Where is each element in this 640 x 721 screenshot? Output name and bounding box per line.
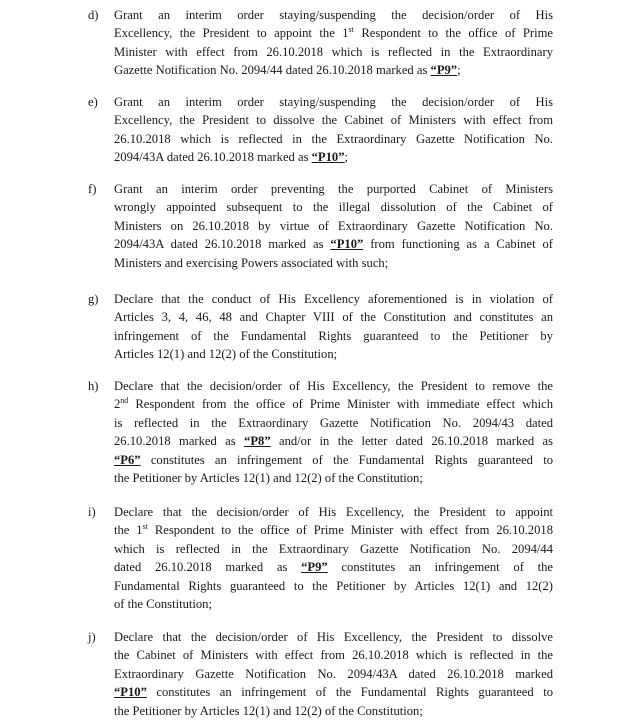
clause-line xyxy=(114,327,553,345)
clause-text: constitutes an infringement of the xyxy=(327,560,554,575)
clause-line xyxy=(114,702,553,720)
clause-text: which is reflected in the Extraordinary Gazette Notification No. 2094/44 xyxy=(114,541,553,556)
clause-line xyxy=(114,432,553,450)
clause-e xyxy=(88,93,553,167)
clause-letter: i) xyxy=(88,505,96,519)
clause-text: Articles 12(1) and 12(2) of the Constitution; xyxy=(114,347,338,362)
clause-line xyxy=(114,577,553,595)
clause-text: 2094/43A dated 26.10.2018 marked as xyxy=(114,237,331,252)
clause-letter: h) xyxy=(88,379,99,393)
clause-h xyxy=(88,377,553,487)
clause-line xyxy=(114,503,553,521)
clause-line xyxy=(114,217,553,235)
clause-text: Ministers on 26.10.2018 by virtue of Extraordinary Gazette Notification No. xyxy=(114,218,553,233)
clause-j xyxy=(88,628,553,720)
clause-line xyxy=(114,93,553,111)
clause-line xyxy=(114,540,553,558)
clause-text: 2 xyxy=(114,397,121,412)
clause-text: from functioning as a Cabinet of xyxy=(363,237,553,252)
clause-text: is reflected in the Extraordinary Gazette Notification No. 2094/43 dated xyxy=(114,415,553,430)
clause-text: Respondent to the office of Prime xyxy=(353,26,554,41)
clause-text: infringement of the Fundamental Rights guaranteed to the Petitioner by xyxy=(114,328,553,343)
clause-text: ; xyxy=(457,63,461,78)
clause-text: Grant an interim order preventing the purported Cabinet of Ministers xyxy=(114,182,553,196)
clause-line xyxy=(114,308,553,326)
clause-line xyxy=(114,469,553,487)
clause-text: Respondent from the office of Prime Minister with immediate effect which xyxy=(128,397,553,412)
clause-text: the 1 xyxy=(114,523,143,538)
clause-text: Extraordinary Gazette Notification No. 2094/43A dated 26.10.2018 marked xyxy=(114,666,553,681)
clause-text: Declare that the decision/order of His Excellency, the President to remove the xyxy=(114,379,553,393)
clause-line xyxy=(114,290,553,308)
exhibit-reference: “P10” xyxy=(330,237,364,252)
clause-line xyxy=(114,254,553,272)
clause-letter: f) xyxy=(88,182,97,196)
clause-text: Minister with effect from 26.10.2018 which is reflected in the Extraordinary xyxy=(114,44,553,59)
exhibit-reference: “P6” xyxy=(114,452,141,467)
clause-line xyxy=(114,180,553,198)
clause-line xyxy=(114,24,553,42)
clause-line xyxy=(114,198,553,216)
clause-line xyxy=(114,395,553,413)
clause-line xyxy=(114,683,553,701)
clause-line xyxy=(114,451,553,469)
exhibit-reference: “P8” xyxy=(244,434,271,449)
clause-letter: g) xyxy=(88,292,99,306)
clause-text: Declare that the decision/order of His Excellency, the President to dissolve xyxy=(114,630,553,644)
clause-line xyxy=(114,111,553,129)
clause-text: Fundamental Rights guaranteed to the Petitioner by Articles 12(1) and 12(2) xyxy=(114,578,553,593)
clause-text: Ministers and exercising Powers associated with such; xyxy=(114,255,389,270)
ordinal-suffix: st xyxy=(142,522,148,532)
clause-i xyxy=(88,503,553,613)
exhibit-reference: “P9” xyxy=(301,560,328,575)
clause-line xyxy=(114,130,553,148)
exhibit-reference: “P10” xyxy=(311,150,345,165)
clause-d xyxy=(88,6,553,80)
clause-text: constitutes an infringement of the Fundamental Rights guaranteed to xyxy=(146,685,553,700)
clause-text: ; xyxy=(344,150,349,165)
clause-text: the Petitioner by Articles 12(1) and 12(2) of the Constitution; xyxy=(114,471,423,486)
clause-text: Excellency, the President to appoint the 1 xyxy=(114,26,349,41)
clause-g xyxy=(88,290,553,364)
clause-line xyxy=(114,6,553,24)
clause-line xyxy=(114,595,553,613)
clause-text: constitutes an infringement of the Fundamental Rights guaranteed to xyxy=(140,452,553,467)
exhibit-reference: “P10” xyxy=(114,685,147,700)
clause-line xyxy=(114,521,553,539)
clause-line xyxy=(114,414,553,432)
clause-letter: d) xyxy=(88,8,99,22)
clause-text: Gazette Notification No. 2094/44 dated 26.10.2018 marked as xyxy=(114,63,431,78)
clause-f xyxy=(88,180,553,272)
clause-text: and/or in the letter dated 26.10.2018 marked as xyxy=(270,434,553,449)
clause-line xyxy=(114,148,553,166)
clause-line xyxy=(114,558,553,576)
clause-text: 2094/43A dated 26.10.2018 marked as xyxy=(114,150,312,165)
clause-text: Excellency, the President to dissolve the Cabinet of Ministers with effect from xyxy=(114,113,553,128)
exhibit-reference: “P9” xyxy=(430,63,458,78)
clause-line xyxy=(114,43,553,61)
clause-letter: j) xyxy=(88,630,96,644)
clause-line xyxy=(114,377,553,395)
clause-text: the Petitioner by Articles 12(1) and 12(2) of the Constitution; xyxy=(114,703,423,718)
clause-text: Grant an interim order staying/suspending the decision/order of His xyxy=(114,8,553,22)
clause-line xyxy=(114,665,553,683)
clause-text: 26.10.2018 marked as xyxy=(114,434,245,449)
clause-text: the Cabinet of Ministers with effect from 26.10.2018 which is reflected in the xyxy=(114,648,553,663)
clause-text: Respondent to the office of Prime Minister with effect from 26.10.2018 xyxy=(147,523,553,538)
clause-text: Articles 3, 4, 46, 48 and Chapter VIII of the Constitution and constitutes an xyxy=(114,310,553,325)
clause-text: Grant an interim order staying/suspending the decision/order of His xyxy=(114,95,553,109)
clause-text: wrongly appointed subsequent to the illegal dissolution of the Cabinet of xyxy=(114,200,553,215)
clause-line xyxy=(114,61,553,79)
clause-letter: e) xyxy=(88,95,98,109)
clause-line xyxy=(114,235,553,253)
clause-text: Declare that the decision/order of His Excellency, the President to appoint xyxy=(114,505,553,519)
clause-line xyxy=(114,628,553,646)
ordinal-suffix: nd xyxy=(120,396,129,406)
clause-text: Declare that the conduct of His Excellency aforementioned is in violation of xyxy=(114,292,553,306)
clause-line xyxy=(114,345,553,363)
clause-line xyxy=(114,646,553,664)
clause-text: of the Constitution; xyxy=(114,597,212,612)
clause-text: dated 26.10.2018 marked as xyxy=(114,560,302,575)
clause-text: 26.10.2018 which is reflected in the Extraordinary Gazette Notification No. xyxy=(114,131,553,146)
ordinal-suffix: st xyxy=(348,25,354,35)
